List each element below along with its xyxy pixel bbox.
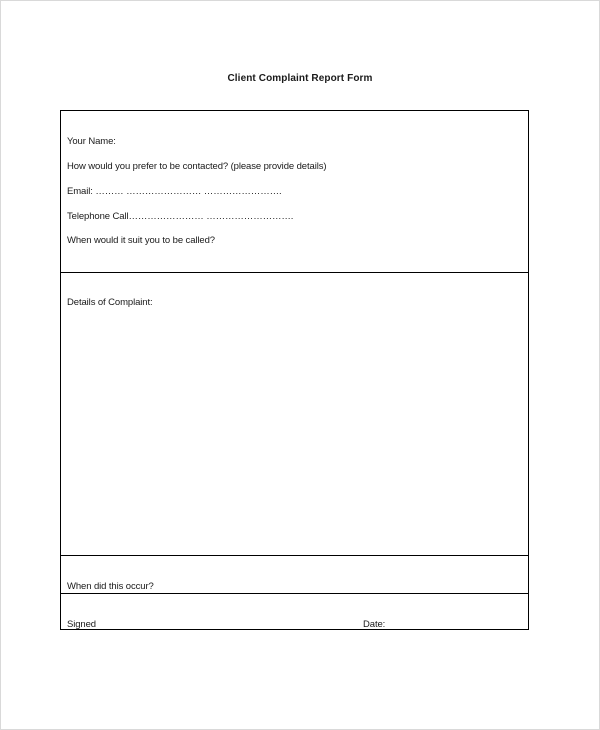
form-title: Client Complaint Report Form <box>227 73 373 84</box>
section-divider <box>61 272 528 273</box>
signed-label: Signed <box>67 619 96 630</box>
telephone-label: Telephone Call…………………… ………………………. <box>67 211 294 222</box>
contact-preference-label: How would you prefer to be contacted? (please provide details) <box>67 161 327 172</box>
email-label: Email: ……… …………………… ……………………. <box>67 186 282 197</box>
your-name-label: Your Name: <box>67 136 116 147</box>
date-label: Date: <box>363 619 386 630</box>
occurrence-label: When did this occur? <box>67 581 154 592</box>
complaint-form-table <box>60 110 529 630</box>
section-divider <box>61 593 528 594</box>
complaint-details-label: Details of Complaint: <box>67 297 153 308</box>
call-time-label: When would it suit you to be called? <box>67 235 215 246</box>
section-divider <box>61 555 528 556</box>
